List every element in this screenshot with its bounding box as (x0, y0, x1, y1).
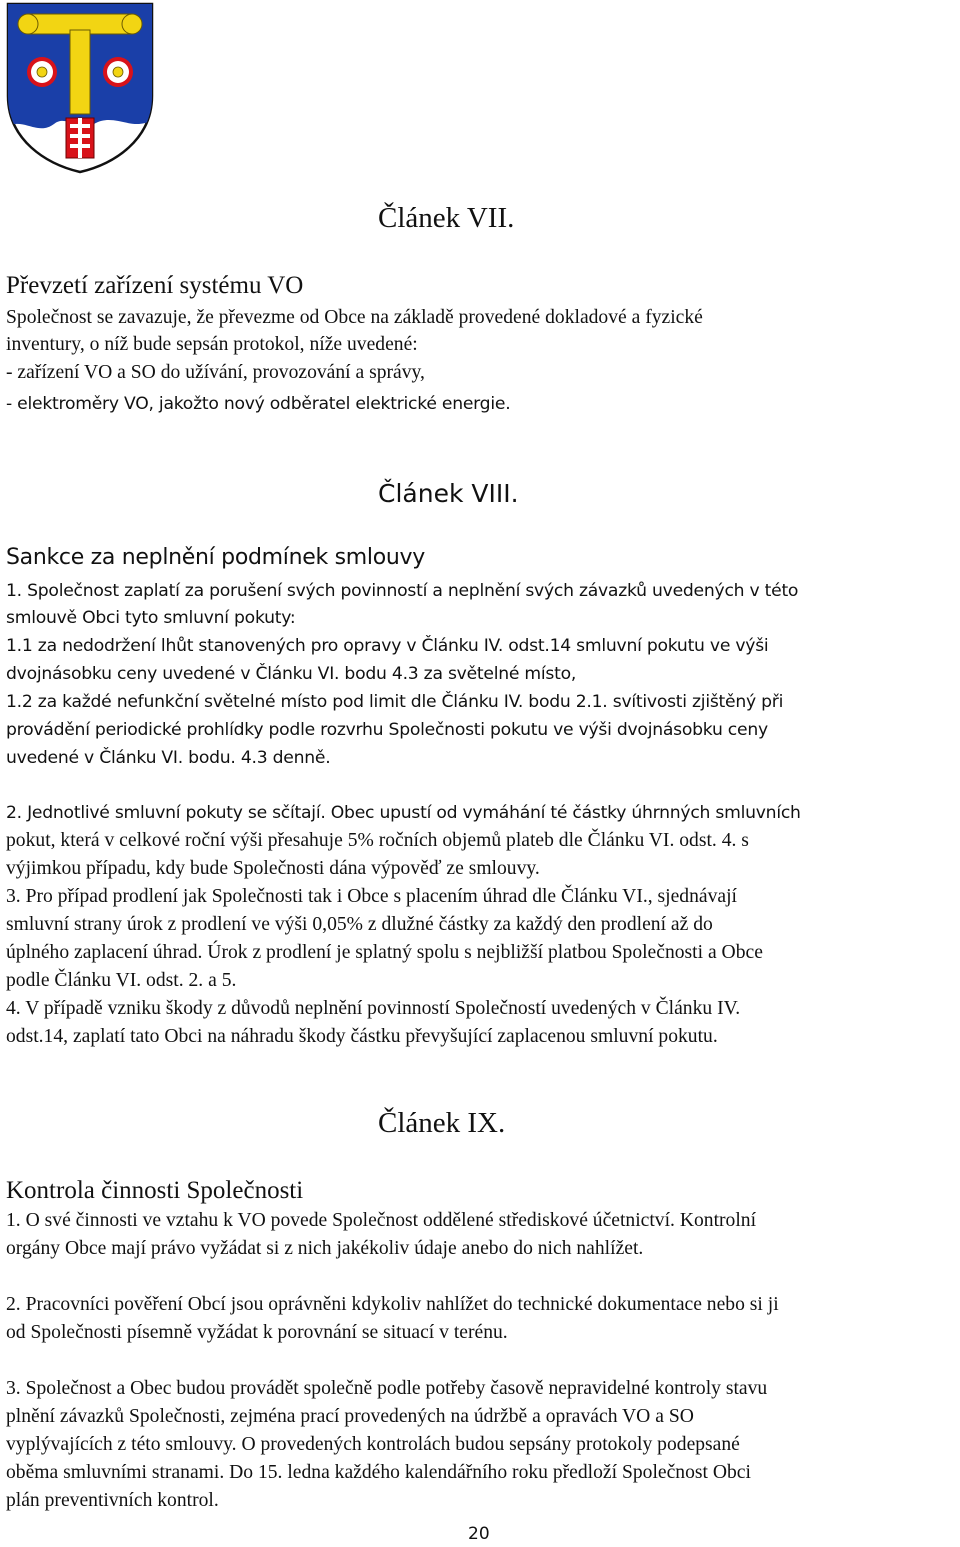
article-8-line: 1.2 za každé nefunkční světelné místo pod limit dle Článku IV. bodu 2.1. svítivosti zjištěný při (6, 692, 784, 712)
article-9-line: plnění závazků Společnosti, zejména prací provedených na údržbě a opravách VO a SO (6, 1406, 694, 1427)
article-8-line: 1. Společnost zaplatí za porušení svých povinností a neplnění svých závazků uvedených v této (6, 581, 799, 601)
article-8-line: 3. Pro případ prodlení jak Společnosti tak i Obce s placením úhrad dle Článku VI., sjednávají (6, 886, 737, 907)
article-9-title: Článek IX. (378, 1107, 506, 1139)
article-9-line: orgány Obce mají právo vyžádat si z nich jakékoliv údaje anebo do nich nahlížet. (6, 1238, 644, 1259)
article-8-line: 1.1 za nedodržení lhůt stanovených pro opravy v Článku IV. odst.14 smluvní pokutu ve výši (6, 636, 769, 656)
article-7-line: - elektroměry VO, jakožto nový odběratel elektrické energie. (6, 394, 511, 414)
article-8-line: výjimkou případu, kdy bude Společnosti dána výpověď ze smlouvy. (6, 858, 540, 879)
article-8-line: 4. V případě vzniku škody z důvodů neplnění povinností Společností uvedených v Článku IV. (6, 998, 741, 1019)
article-9-line: 1. O své činnosti ve vztahu k VO povede Společnost oddělené střediskové účetnictví. Kontrolní (6, 1210, 757, 1231)
article-8-line: smluvní strany úrok z prodlení ve výši 0,05% z dlužné částky za každý den prodlení až do (6, 914, 713, 935)
article-9-heading: Kontrola činnosti Společnosti (6, 1177, 304, 1204)
article-7-line: - zařízení VO a SO do užívání, provozování a správy, (6, 362, 425, 383)
article-8-line: úplného zaplacení úhrad. Úrok z prodlení je splatný spolu s nejbližší platbou Společnosti a Obce (6, 942, 763, 963)
article-7-heading: Převzetí zařízení systému VO (6, 272, 304, 299)
article-9-line: plán preventivních kontrol. (6, 1490, 219, 1511)
article-8-line: 2. Jednotlivé smluvní pokuty se sčítají. Obec upustí od vymáhání té částky úhrnných smluvních (6, 803, 801, 823)
article-8-line: pokut, která v celkové roční výši přesahuje 5% ročních objemů plateb dle Článku VI. odst. 4. s (6, 830, 749, 851)
article-9-line: oběma smluvními stranami. Do 15. ledna každého kalendářního roku předloží Společnost Obci (6, 1462, 751, 1483)
article-9-line: 2. Pracovníci pověření Obcí jsou oprávněni kdykoliv nahlížet do technické dokumentace nebo si ji (6, 1294, 779, 1315)
article-8-heading: Sankce za neplnění podmínek smlouvy (6, 545, 425, 570)
article-8-line: podle Článku VI. odst. 2. a 5. (6, 970, 237, 991)
article-7-line: Společnost se zavazuje, že převezme od Obce na základě provedené dokladové a fyzické (6, 307, 703, 328)
page-number: 20 (468, 1524, 490, 1544)
article-8-line: smlouvě Obci tyto smluvní pokuty: (6, 608, 296, 628)
article-8-line: provádění periodické prohlídky podle rozvrhu Společnosti pokutu ve výši dvojnásobku ceny (6, 720, 768, 740)
article-8-line: dvojnásobku ceny uvedené v Článku VI. bodu 4.3 za světelné místo, (6, 664, 577, 684)
article-7-title: Článek VII. (378, 202, 515, 234)
article-8-title: Článek VIII. (378, 479, 519, 508)
article-9-line: od Společnosti písemně vyžádat k porovnání se situací v terénu. (6, 1322, 508, 1343)
article-9-line: vyplývajících z této smlouvy. O provedených kontrolách budou sepsány protokoly podepsané (6, 1434, 740, 1455)
article-8-line: odst.14, zaplatí tato Obci na náhradu škody částku převyšující zaplacenou smluvní pokutu. (6, 1026, 718, 1047)
article-8-line: uvedené v Článku VI. bodu. 4.3 denně. (6, 748, 331, 768)
article-9-line: 3. Společnost a Obec budou provádět společně podle potřeby časově nepravidelné kontroly stavu (6, 1378, 768, 1399)
article-7-line: inventury, o níž bude sepsán protokol, níže uvedené: (6, 334, 418, 355)
coat-of-arms-logo (4, 0, 156, 176)
